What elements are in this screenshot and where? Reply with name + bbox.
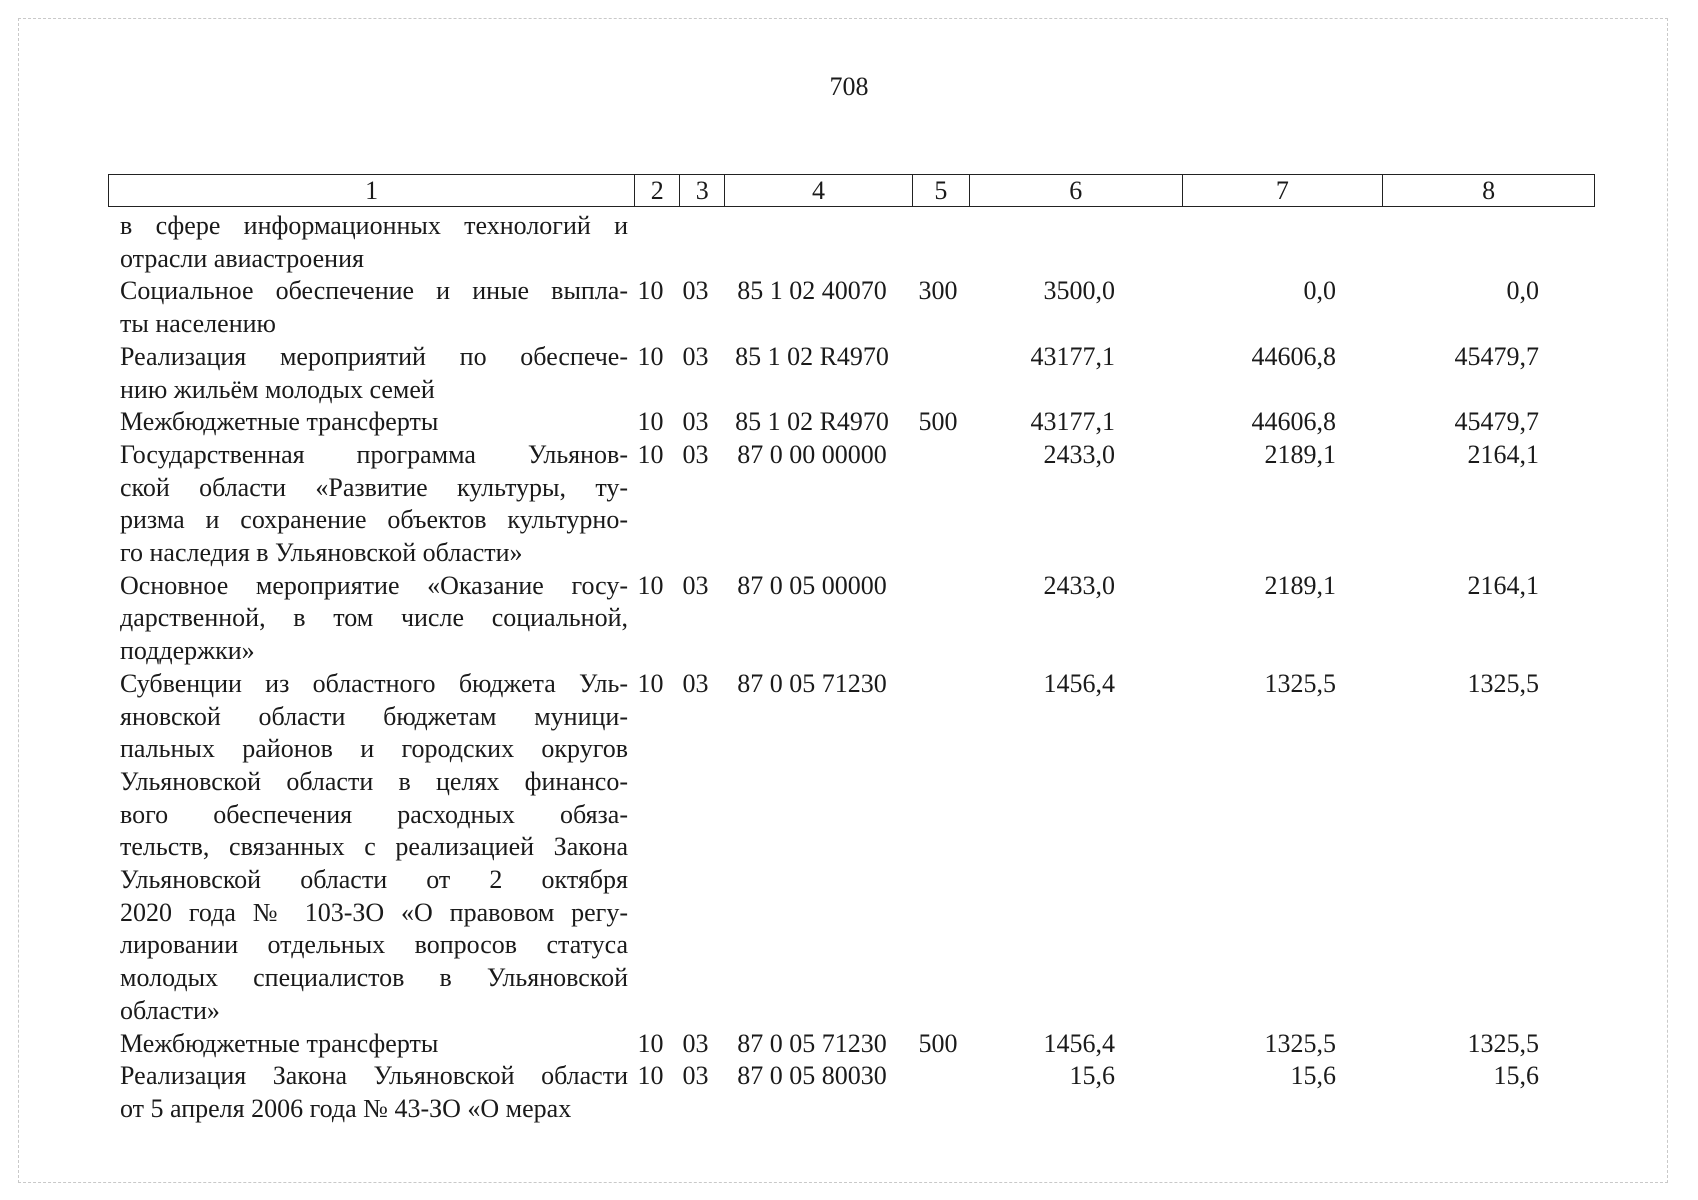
row-name-line: области» (120, 995, 220, 1025)
row-name (108, 1060, 628, 1125)
value-col-8: 2164,1 (1467, 570, 1539, 600)
row-name-line: ризма и сохранение объектов культурно- (120, 505, 628, 535)
value-col-8: 45479,7 (1454, 341, 1539, 371)
section-code (628, 210, 673, 275)
section-code: 10 (637, 407, 664, 437)
header-col-3: 3 (680, 175, 725, 206)
section-code: 10 (637, 439, 664, 469)
row-name (108, 1028, 628, 1061)
value-col-8: 45479,7 (1454, 407, 1539, 437)
value-col-6: 3500,0 (1043, 276, 1115, 306)
page-number: 708 (829, 72, 869, 101)
target-code: 85 1 02 40070 (737, 276, 887, 306)
row-name-line: 2020 года № 103-ЗО «О правовом регу- (120, 897, 628, 927)
value-col-8: 1325,5 (1467, 668, 1539, 698)
table-body (108, 210, 1595, 1126)
table-row (108, 570, 1595, 668)
target-code: 85 1 02 R4970 (735, 341, 889, 371)
target-code: 87 0 05 71230 (737, 1028, 887, 1058)
row-name (108, 439, 628, 570)
section-code: 10 (637, 341, 664, 371)
value-col-8: 0,0 (1506, 276, 1539, 306)
row-name-line: вого обеспечения расходных обяза- (120, 799, 628, 829)
table-row (108, 210, 1595, 275)
row-name-line: ской области «Развитие культуры, ту- (120, 472, 628, 502)
row-name-line: Субвенции из областного бюджета Уль- (120, 668, 628, 698)
row-name-line: пальных районов и городских округов (120, 734, 628, 764)
value-col-6: 43177,1 (1030, 341, 1115, 371)
expense-type (906, 210, 970, 275)
header-col-4: 4 (725, 175, 913, 206)
row-name-line: Основное мероприятие «Оказание госу- (120, 570, 628, 600)
row-name-line: дарственной, в том числе социальной, (120, 603, 628, 633)
row-name-line: от 5 апреля 2006 года № 43-ЗО «О мерах (120, 1093, 572, 1123)
value-col-8: 15,6 (1493, 1061, 1539, 1091)
subsection-code (673, 210, 718, 275)
value-col-7: 44606,8 (1251, 407, 1336, 437)
value-col-6: 1456,4 (1043, 1028, 1115, 1058)
table-row (108, 341, 1595, 406)
row-name-line: Межбюджетные трансферты (120, 1028, 439, 1058)
value-col-6: 1456,4 (1043, 668, 1115, 698)
value-col-7: 1325,5 (1264, 1028, 1336, 1058)
value-col-7: 2189,1 (1264, 570, 1336, 600)
section-code: 10 (637, 570, 664, 600)
row-name-line: тельств, связанных с реализацией Закона (120, 832, 628, 862)
header-col-5: 5 (913, 175, 970, 206)
row-name (108, 406, 628, 439)
row-name (108, 341, 628, 406)
row-name-line: поддержки» (120, 636, 255, 666)
row-name (108, 275, 628, 340)
expense-type: 500 (918, 407, 958, 437)
row-name-line: нию жильём молодых семей (120, 374, 435, 404)
value-col-8: 1325,5 (1467, 1028, 1539, 1058)
target-code: 85 1 02 R4970 (735, 407, 889, 437)
value-col-7 (1183, 210, 1384, 275)
table-row (108, 275, 1595, 340)
subsection-code: 03 (682, 1028, 709, 1058)
subsection-code: 03 (682, 668, 709, 698)
row-name-line: Межбюджетные трансферты (120, 407, 439, 437)
row-name-line: молодых специалистов в Ульяновской (120, 963, 628, 993)
row-name-line: Реализация Закона Ульяновской области (120, 1061, 628, 1091)
value-col-7: 1325,5 (1264, 668, 1336, 698)
header-col-1: 1 (109, 175, 635, 206)
value-col-7: 0,0 (1303, 276, 1336, 306)
row-name (108, 570, 628, 668)
value-col-8 (1384, 210, 1595, 275)
header-col-6: 6 (970, 175, 1183, 206)
target-code: 87 0 05 00000 (737, 570, 887, 600)
value-col-7: 44606,8 (1251, 341, 1336, 371)
header-col-2: 2 (635, 175, 680, 206)
table-row (108, 1028, 1595, 1061)
expense-type (906, 570, 970, 668)
target-code: 87 0 05 71230 (737, 668, 887, 698)
section-code: 10 (637, 276, 664, 306)
table-header (108, 174, 1595, 207)
target-code: 87 0 00 00000 (737, 439, 887, 469)
row-name-line: го наследия в Ульяновской области» (120, 538, 523, 568)
value-col-6: 2433,0 (1043, 570, 1115, 600)
header-col-8: 8 (1482, 176, 1496, 205)
subsection-code: 03 (682, 407, 709, 437)
table-row (108, 668, 1595, 1028)
row-name-line: яновской области бюджетам муници- (120, 701, 628, 731)
value-col-6 (970, 210, 1183, 275)
expense-type (906, 668, 970, 1028)
subsection-code: 03 (682, 439, 709, 469)
table-row (108, 439, 1595, 570)
expense-type (906, 439, 970, 570)
row-name-line: Социальное обеспечение и иные выпла- (120, 276, 628, 306)
value-col-7: 15,6 (1290, 1061, 1336, 1091)
value-col-8: 2164,1 (1467, 439, 1539, 469)
row-name (108, 210, 628, 275)
value-col-6: 15,6 (1069, 1061, 1115, 1091)
row-name-line: Ульяновской области от 2 октября (120, 865, 628, 895)
expense-type: 300 (918, 276, 958, 306)
expense-type (906, 1060, 970, 1125)
table-row (108, 1060, 1595, 1125)
row-name-line: Ульяновской области в целях финансо- (120, 766, 628, 796)
row-name-line: Реализация мероприятий по обеспече- (120, 341, 628, 371)
subsection-code: 03 (682, 570, 709, 600)
subsection-code: 03 (682, 341, 709, 371)
subsection-code: 03 (682, 276, 709, 306)
table-row (108, 406, 1595, 439)
value-col-6: 43177,1 (1030, 407, 1115, 437)
row-name-line: отрасли авиастроения (120, 243, 364, 273)
header-col-7: 7 (1183, 175, 1384, 206)
expense-type (906, 341, 970, 406)
expense-type: 500 (918, 1028, 958, 1058)
target-code (718, 210, 906, 275)
row-name-line: в сфере информационных технологий и (120, 211, 628, 240)
target-code: 87 0 05 80030 (737, 1061, 887, 1091)
value-col-6: 2433,0 (1043, 439, 1115, 469)
section-code: 10 (637, 668, 664, 698)
row-name-line: Государственная программа Ульянов- (120, 439, 628, 469)
row-name-line: ты населению (120, 309, 276, 339)
row-name-line: лировании отдельных вопросов статуса (120, 930, 628, 960)
section-code: 10 (637, 1061, 664, 1091)
subsection-code: 03 (682, 1061, 709, 1091)
value-col-7: 2189,1 (1264, 439, 1336, 469)
row-name (108, 668, 628, 1028)
section-code: 10 (637, 1028, 664, 1058)
